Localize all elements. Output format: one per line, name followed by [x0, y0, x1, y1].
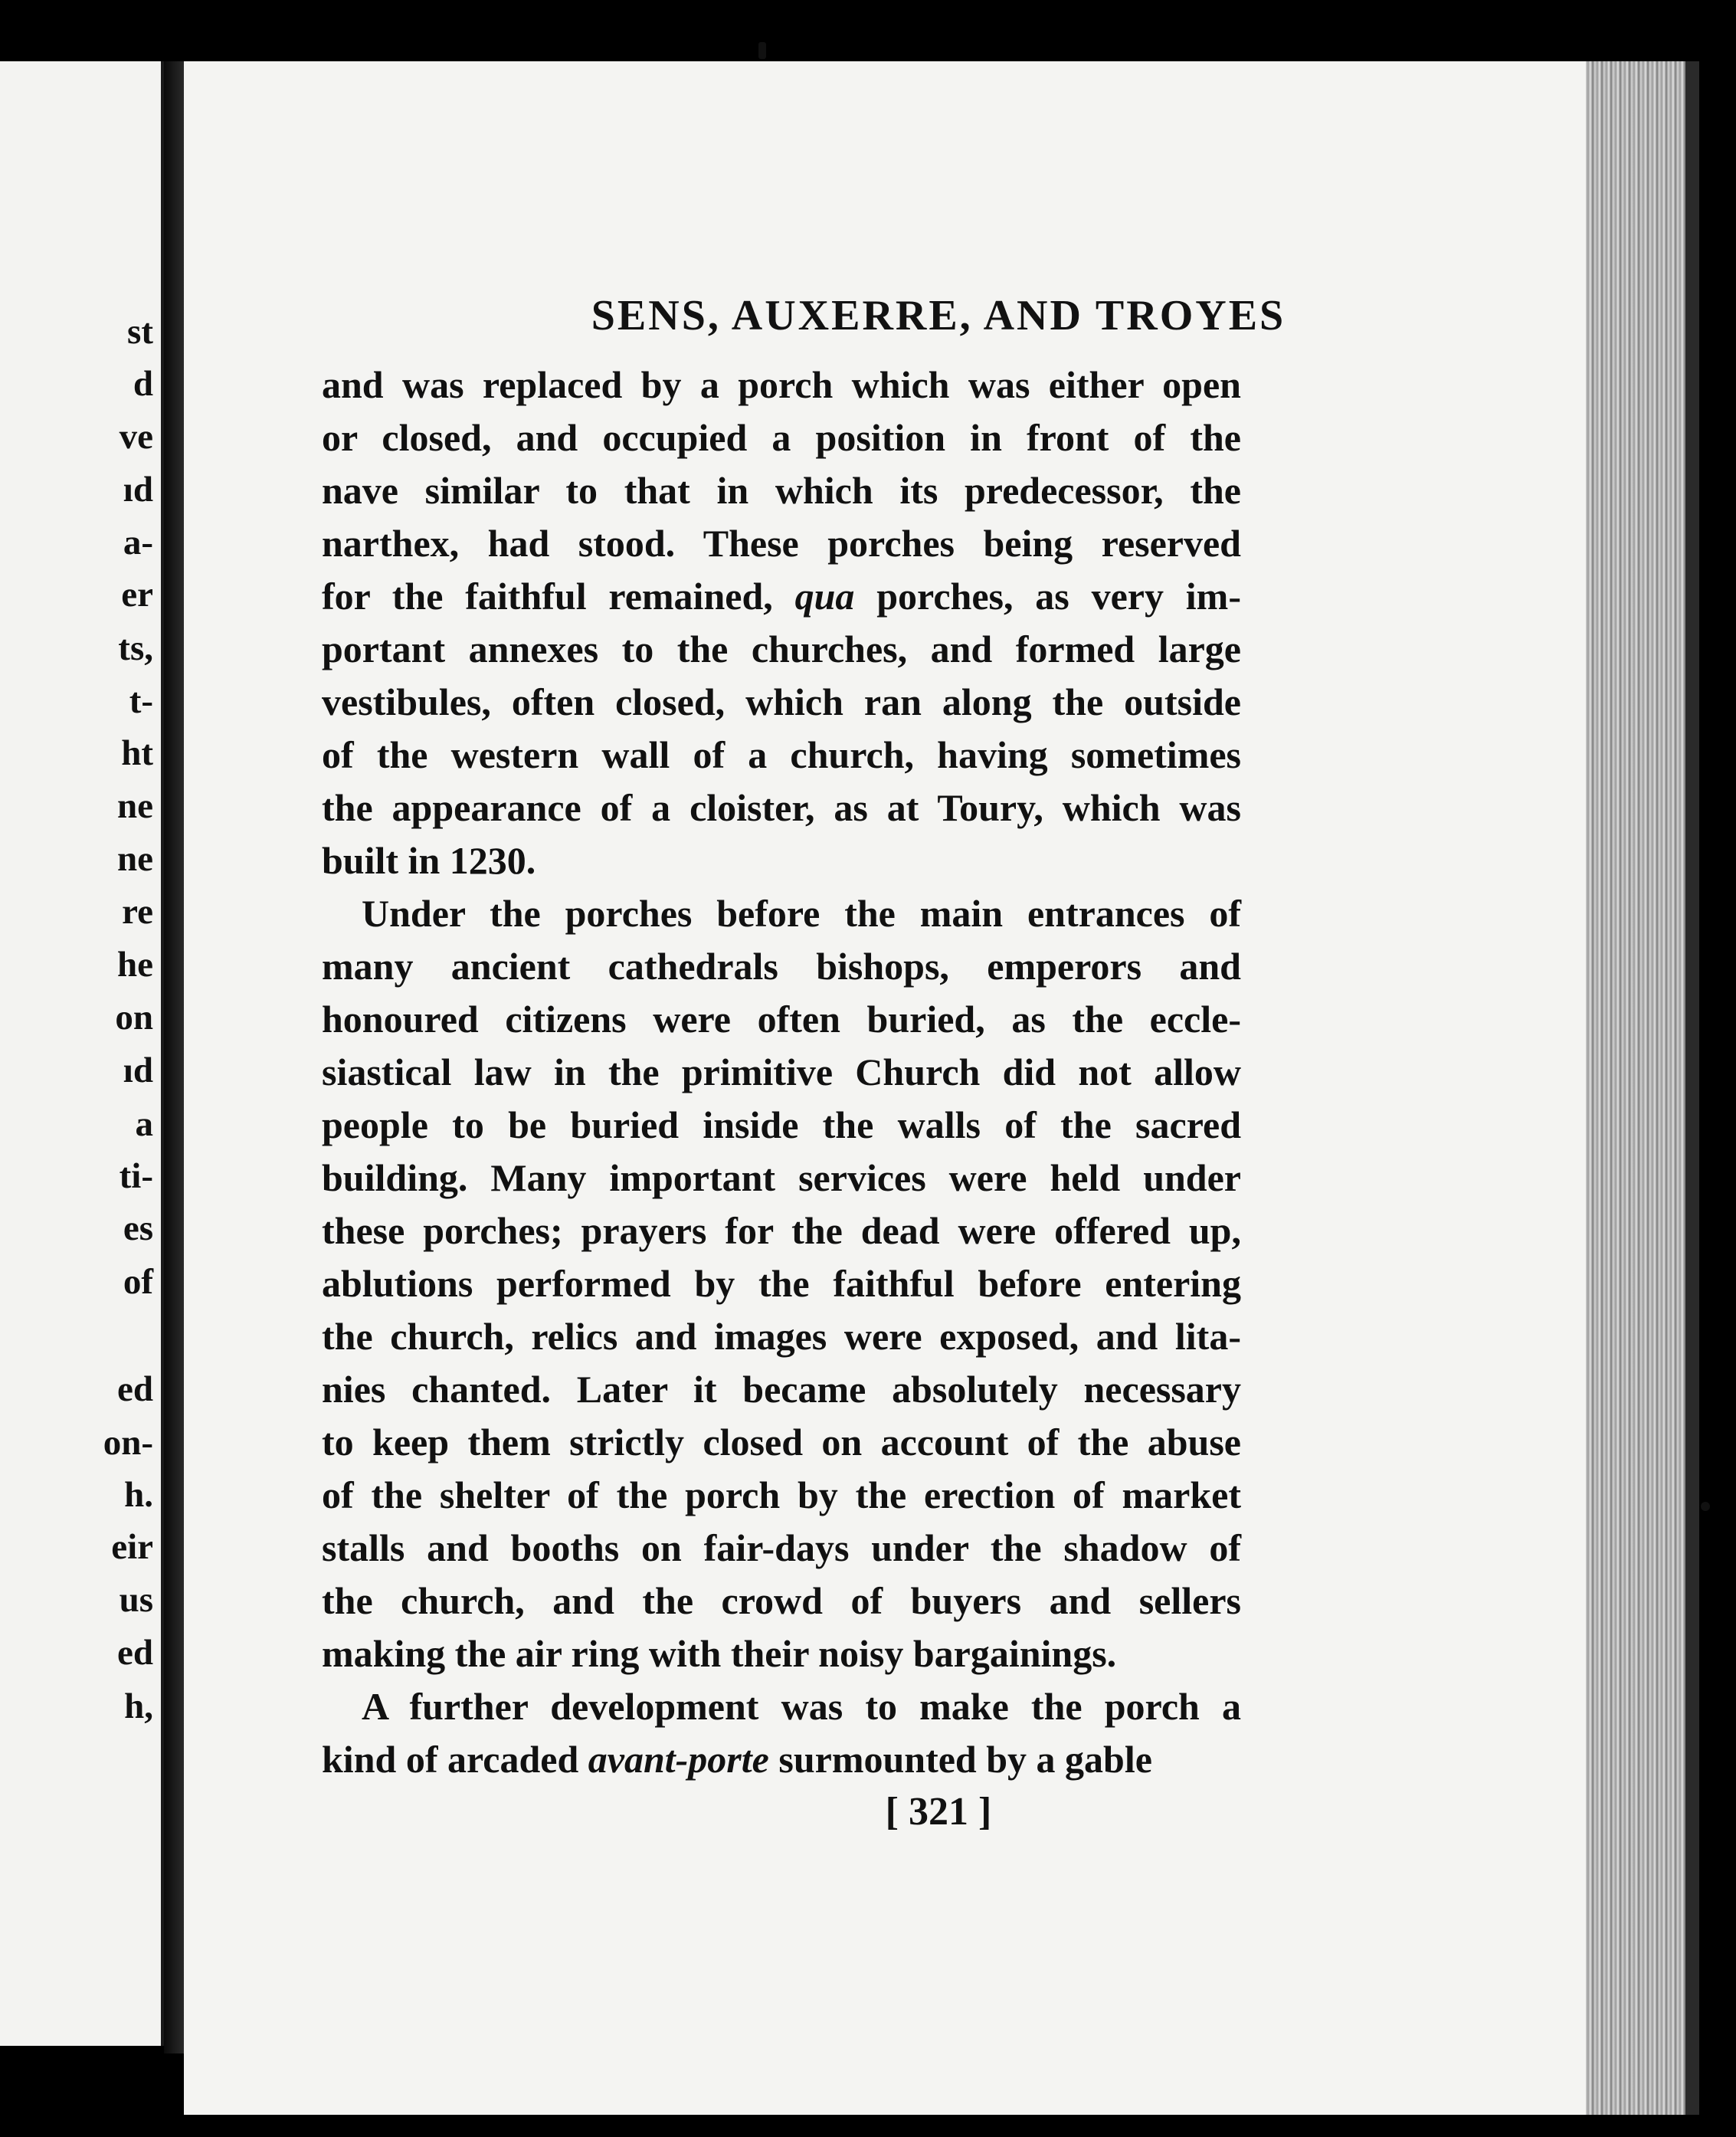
text-line: building. Many important services were held under [322, 1156, 1241, 1199]
left-page-fragment: ed [117, 1369, 153, 1409]
text-line: to keep them strictly closed on account of the abuse [322, 1421, 1241, 1463]
text-line: many ancient cathedrals bishops, emperors and [322, 945, 1241, 988]
left-page-fragment: ıd [123, 1050, 153, 1090]
left-page-fragment: ti- [119, 1156, 153, 1196]
left-page-fragment: ne [117, 839, 153, 879]
text-line: for the faithful remained, qua porches, as very im- [322, 575, 1241, 618]
left-page-fragment: es [123, 1208, 153, 1248]
left-page-fragment: us [119, 1580, 153, 1620]
text-line: these porches; prayers for the dead were offered up, [322, 1209, 1241, 1252]
text-line: or closed, and occupied a position in front of the [322, 416, 1241, 459]
left-page-fragment: ıd [123, 470, 153, 510]
text-line: portant annexes to the churches, and formed large [322, 628, 1241, 670]
text-line: people to be buried inside the walls of the sacred [322, 1103, 1241, 1146]
scan-speck [1701, 1502, 1710, 1511]
page-edge-shadow [1685, 61, 1699, 2115]
text-line: making the air ring with their noisy bargainings. [322, 1632, 1117, 1675]
left-page-fragment: of [123, 1262, 153, 1302]
left-page-fragment: re [122, 892, 153, 932]
left-page-fragment: ve [119, 417, 153, 457]
book-gutter [164, 61, 184, 2053]
body-text [322, 359, 1241, 1786]
text-line: A further development was to make the porch a [362, 1685, 1241, 1728]
left-page-fragment: a [135, 1104, 153, 1144]
text-line: of the western wall of a church, having sometimes [322, 733, 1241, 776]
left-page-fragment: h, [124, 1686, 153, 1726]
text-line: built in 1230. [322, 839, 536, 882]
text-line: and was replaced by a porch which was either open [322, 363, 1241, 406]
left-page-fragment: on [115, 998, 153, 1037]
left-page [0, 61, 165, 2046]
scan-speck-top [758, 42, 766, 59]
left-page-fragment: ed [117, 1633, 153, 1673]
text-line: nave similar to that in which its predecessor, the [322, 469, 1241, 512]
left-page-fragment: ht [121, 733, 153, 773]
text-line: of the shelter of the porch by the erection of market [322, 1473, 1241, 1516]
left-page-fragment: st [127, 312, 153, 352]
text-line: kind of arcaded avant-porte surmounted by a gable [322, 1738, 1152, 1781]
italic-term: qua [794, 575, 855, 618]
text-line: stalls and booths on fair-days under the shadow of [322, 1526, 1241, 1569]
left-page-fragment: ts, [118, 628, 153, 668]
left-page-fragment: er [121, 575, 153, 615]
text-line: Under the porches before the main entrances of [362, 892, 1241, 935]
text-line: the appearance of a cloister, as at Toury, which was [322, 786, 1241, 829]
left-page-fragment: h. [124, 1475, 153, 1515]
left-page-fragment: t- [129, 681, 153, 721]
text-line: the church, relics and images were exposed, and lita- [322, 1315, 1241, 1358]
left-page-fragment: he [117, 945, 153, 985]
italic-term: avant-porte [588, 1738, 769, 1781]
left-page-fragment: a- [123, 523, 153, 562]
text-line: siastical law in the primitive Church did not allow [322, 1050, 1241, 1093]
left-page-fragment: ne [117, 786, 153, 826]
page-edges [1586, 61, 1685, 2115]
text-line: narthex, had stood. These porches being reserved [322, 522, 1241, 565]
left-page-fragment: eir [111, 1527, 153, 1567]
left-page-fragment: on- [103, 1423, 153, 1463]
right-page [184, 61, 1609, 2115]
text-line: ablutions performed by the faithful before entering [322, 1262, 1241, 1305]
running-head: SENS, AUXERRE, AND TROYES [591, 292, 1286, 339]
text-line: vestibules, often closed, which ran along the outside [322, 680, 1241, 723]
text-line: the church, and the crowd of buyers and sellers [322, 1579, 1241, 1622]
text-line: honoured citizens were often buried, as the eccle- [322, 998, 1241, 1041]
text-line: nies chanted. Later it became absolutely necessary [322, 1368, 1241, 1411]
page-number: [ 321 ] [885, 1790, 992, 1834]
left-page-fragment: d [133, 364, 153, 404]
